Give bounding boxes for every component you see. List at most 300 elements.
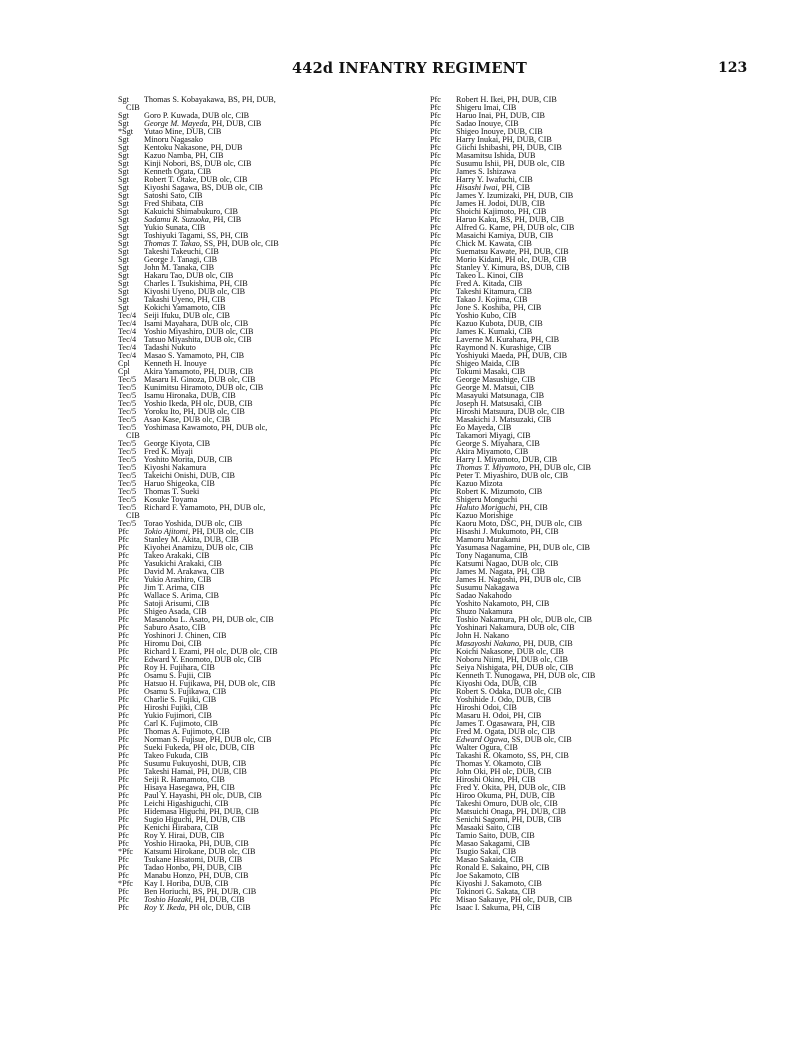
entry-rank: Sgt	[118, 151, 129, 160]
entry-awards: CIB	[192, 751, 209, 760]
entry-name: Yoshito Nakamoto,	[455, 599, 520, 608]
entry-rank: Tec/5	[118, 487, 137, 496]
entry-name: Katsumi Hirokane,	[144, 847, 207, 856]
entry-awards: DUB olc, CIB	[180, 311, 231, 320]
entry-awards: PH, CIB	[517, 503, 548, 512]
entry-awards: CIB	[495, 423, 512, 432]
entry-rank: Tec/4	[118, 335, 137, 344]
entry-name: Robert S. Odaka,	[456, 687, 513, 696]
entry-awards: SS, PH, DUB olc, CIB	[201, 239, 279, 248]
entry-awards: SS, PH, CIB	[204, 231, 249, 240]
entry-rank: Pfc	[430, 639, 441, 648]
entry-awards: BS, DUB olc, CIB	[188, 159, 252, 168]
entry-awards: PH, DUB olc, CIB	[504, 655, 568, 664]
entry-name: Charlie S. Fujiki,	[144, 695, 201, 704]
entry-rank: *Sgt	[118, 127, 134, 136]
entry-awards: CIB	[190, 607, 207, 616]
entry-name: Hakaru Tao,	[144, 271, 185, 280]
entry-awards: DUB olc, CIB	[518, 471, 569, 480]
entry-awards: PH, CIB	[528, 527, 559, 536]
entry-rank: Sgt	[118, 167, 129, 176]
entry-rank: Pfc	[430, 207, 441, 216]
entry-name: Raymond N. Kurashige,	[456, 343, 536, 352]
roster-column-right	[430, 96, 730, 912]
entry-rank: Pfc	[118, 815, 129, 824]
entry-awards: SS, PH, CIB	[525, 751, 569, 760]
entry-awards: PH, CIB	[514, 567, 545, 576]
entry-awards: DUB olc, CIB	[199, 319, 249, 328]
entry-awards: CIB	[516, 239, 532, 248]
entry-rank: Pfc	[430, 343, 441, 352]
entry-name: Misao Sakauye,	[456, 895, 509, 904]
entry-rank: Pfc	[118, 615, 129, 624]
entry-rank: Pfc	[118, 791, 129, 800]
entry-awards: CIB	[504, 823, 521, 832]
entry-awards: PH, DUB, CIB	[190, 863, 242, 872]
entry-rank: Pfc	[430, 319, 441, 328]
entry-name: Toshio Nakamura,	[455, 615, 517, 624]
entry-rank: Pfc	[118, 727, 129, 736]
entry-rank: Pfc	[430, 351, 441, 360]
entry-name: Masayoshi Nakano,	[456, 639, 522, 648]
entry-awards: CIB	[524, 439, 540, 448]
entry-awards: PH, CIB	[193, 151, 224, 160]
entry-name: Harry Y. Iwafuchi,	[456, 175, 517, 184]
entry-awards: PH, DUB olc, CIB	[207, 735, 272, 744]
entry-rank: Sgt	[118, 111, 129, 120]
entry-awards: DUB olc, CIB	[214, 383, 264, 392]
entry-awards: CIB	[512, 447, 529, 456]
entry-awards: PH, DUB, CIB	[500, 135, 552, 144]
entry-awards: PH, DUB	[208, 143, 243, 152]
entry-rank: Pfc	[430, 199, 441, 208]
entry-awards: DUB olc, CIB	[508, 799, 558, 808]
entry-awards: DUB olc, CIB	[193, 519, 243, 528]
entry-name: Tatsuo Miyashita,	[143, 335, 203, 344]
entry-awards: CIB	[200, 695, 217, 704]
entry-name: Sadao Inouye,	[456, 119, 503, 128]
entry-name: Tsugio Sakai,	[455, 847, 501, 856]
entry-awards: PH, CIB	[511, 711, 542, 720]
entry-awards: DUB	[516, 151, 536, 160]
entry-rank: Tec/5	[118, 383, 137, 392]
entry-awards: CIB	[213, 727, 230, 736]
entry-awards-continued: CIB	[126, 103, 140, 112]
entry-name: Hiroshi Fujiki,	[144, 703, 193, 712]
entry-name: Walter Ogura,	[455, 743, 503, 752]
entry-rank: Pfc	[430, 559, 441, 568]
entry-name: Stanley Y. Kimura,	[456, 263, 519, 272]
entry-awards: CIB	[206, 559, 222, 568]
entry-awards: CIB	[507, 855, 524, 864]
entry-rank: Pfc	[430, 487, 441, 496]
entry-name: Toshio Hozaki,	[144, 895, 193, 904]
entry-rank: Sgt	[118, 271, 129, 280]
entry-awards: PH, DUB olc, CIB	[211, 679, 276, 688]
entry-awards: CIB	[526, 399, 542, 408]
entry-name: Shuzo Nakamura	[456, 607, 513, 616]
entry-rank: Pfc	[430, 111, 441, 120]
entry-name: Yoshinari Nakamura,	[455, 623, 526, 632]
entry-rank: Pfc	[430, 439, 441, 448]
entry-name: Satoshi Sato,	[144, 191, 187, 200]
entry-name: Kokichi Yamamoto,	[144, 303, 210, 312]
entry-name: Senichi Sagomi,	[456, 815, 510, 824]
entry-name: Tadashi Nukuto	[143, 343, 196, 352]
entry-awards: DUB olc, CIB	[198, 175, 248, 184]
entry-name: Roy Y. Hirai,	[144, 831, 188, 840]
entry-awards: PH, DUB olc, CIB	[210, 615, 274, 624]
entry-awards: DUB, CIB	[514, 695, 552, 704]
entry-awards: PH, CIB	[210, 215, 242, 224]
entry-rank: Pfc	[118, 663, 129, 672]
entry-rank: Pfc	[430, 695, 441, 704]
entry-awards: PH, DUB, CIB	[521, 639, 573, 648]
entry-rank: Pfc	[430, 127, 441, 136]
entry-rank: Pfc	[430, 799, 441, 808]
entry-awards: PH, DUB, CIB	[196, 871, 249, 880]
entry-awards: PH, CIB	[217, 279, 248, 288]
entry-name: Thomas T. Takao,	[144, 239, 202, 248]
entry-name: Yoshio Miyashiro,	[143, 327, 205, 336]
entry-name: Sadamu R. Suzuoka,	[144, 215, 211, 224]
entry-name: George Masushige,	[456, 375, 520, 384]
entry-name: George M. Matsui,	[456, 383, 519, 392]
entry-awards: CIB	[526, 879, 542, 888]
entry-awards: CIB	[195, 671, 212, 680]
entry-rank: Pfc	[430, 295, 441, 304]
entry-awards: DUB olc, CIB	[514, 647, 564, 656]
entry-rank: Cpl	[118, 359, 130, 368]
entry-rank: Pfc	[430, 495, 441, 504]
entry-name: Shigeo Maida,	[456, 359, 504, 368]
entry-rank: Pfc	[118, 551, 129, 560]
entry-awards: DUB, CIB	[184, 127, 222, 136]
entry-awards: DUB, CIB	[505, 319, 543, 328]
entry-name: Manabu Honzo,	[144, 871, 197, 880]
entry-awards: PH, CIB	[528, 335, 560, 344]
entry-rank: Pfc	[430, 879, 441, 888]
entry-name: Thomas A. Fujimoto,	[143, 727, 214, 736]
entry-awards: PH olc, DUB olc, CIB	[516, 615, 593, 624]
entry-name: Kay I. Horiba,	[144, 879, 192, 888]
entry-name: Yukio Fujimori,	[143, 711, 197, 720]
entry-awards: CIB	[208, 567, 225, 576]
entry-rank: Pfc	[430, 103, 441, 112]
entry-name: Kinji Nobori,	[144, 159, 189, 168]
entry-awards: PH, DUB, CIB	[509, 815, 562, 824]
entry-name: Yoshimasa Kawamoto,	[143, 423, 220, 432]
entry-awards: CIB	[209, 303, 226, 312]
entry-rank: Pfc	[430, 415, 441, 424]
entry-rank: Pfc	[430, 239, 441, 248]
entry-awards: PH, DUB olc, CIB	[501, 783, 566, 792]
entry-name: Fred M. Ogata,	[456, 727, 507, 736]
entry-name: Fred A. Kitada,	[456, 279, 507, 288]
entry-name: Isami Mayahara,	[144, 319, 200, 328]
entry-rank: Pfc	[430, 335, 441, 344]
entry-rank: Tec/5	[118, 375, 137, 384]
entry-awards: PH, DUB, CIB	[516, 247, 569, 256]
entry-awards: CIB	[187, 199, 204, 208]
entry-awards: BS, DUB olc, CIB	[199, 183, 263, 192]
roster-entry	[118, 96, 408, 112]
entry-name: Isamu Hironaka,	[144, 391, 199, 400]
entry-name: Yutao Mine,	[143, 127, 185, 136]
entry-awards: DUB olc, CIB	[206, 375, 256, 384]
entry-awards: PH, DUB, CIB	[207, 807, 259, 816]
entry-awards: PH, DUB, CIB	[201, 367, 254, 376]
entry-awards: CIB	[506, 279, 523, 288]
entry-rank: Pfc	[118, 839, 129, 848]
roster-entry	[118, 904, 408, 912]
entry-rank: Pfc	[430, 575, 441, 584]
entry-rank: Pfc	[430, 887, 441, 896]
entry-rank: Pfc	[430, 671, 441, 680]
entry-name: Ben Horiuchi,	[144, 887, 191, 896]
entry-rank: Pfc	[430, 135, 441, 144]
entry-name: Yoshihide J. Odo,	[455, 695, 515, 704]
entry-awards: DUB olc, CIB	[202, 335, 252, 344]
entry-name: Kenneth T. Nunogawa,	[456, 671, 532, 680]
entry-name: Katsumi Nagao,	[456, 559, 510, 568]
entry-awards: PH olc, DUB, CIB	[190, 743, 255, 752]
entry-name: Yasumasa Nagamine,	[455, 543, 527, 552]
entry-name: Yoshito Morita,	[143, 455, 196, 464]
entry-rank: Pfc	[430, 159, 441, 168]
entry-rank: Tec/5	[118, 407, 137, 416]
entry-rank: Sgt	[118, 295, 129, 304]
entry-awards: CIB	[512, 551, 528, 560]
entry-rank: Tec/5	[118, 463, 137, 472]
entry-awards: PH, DUB olc, CIB	[510, 223, 575, 232]
entry-rank: Pfc	[430, 231, 441, 240]
entry-awards: DUB olc, CIB	[212, 655, 262, 664]
entry-awards-continued: CIB	[126, 431, 140, 440]
entry-name: Joseph H. Matsusaki,	[456, 399, 527, 408]
entry-rank: Pfc	[118, 631, 129, 640]
entry-name: Hiromu Doi,	[144, 639, 186, 648]
entry-name: Hisashi Iwai,	[456, 183, 500, 192]
entry-awards: CIB	[203, 247, 219, 256]
entry-name: Saburo Asato,	[144, 623, 190, 632]
entry-awards: CIB	[195, 167, 212, 176]
entry-name: Yoshiyuki Maeda,	[455, 351, 516, 360]
entry-rank: Tec/4	[118, 327, 137, 336]
entry-rank: Tec/5	[118, 439, 137, 448]
entry-rank: Sgt	[118, 223, 129, 232]
entry-name: James H. Nagoshi,	[456, 575, 518, 584]
entry-name: Giichi Ishibashi,	[456, 143, 511, 152]
entry-awards: PH, DUB, CIB	[503, 791, 555, 800]
entry-name: Sadao Nakahodo	[456, 591, 512, 600]
entry-name: Shoichi Kajimoto,	[456, 207, 517, 216]
entry-awards: PH olc, DUB, CIB	[487, 767, 552, 776]
entry-name: Kenneth H. Inouye	[144, 359, 207, 368]
entry-rank: Pfc	[430, 783, 441, 792]
entry-name: Thomas S. Kobayakawa,	[143, 95, 226, 104]
entry-awards: CIB	[535, 415, 552, 424]
entry-awards: CIB	[501, 703, 517, 712]
entry-rank: Pfc	[430, 367, 441, 376]
entry-rank: Pfc	[118, 783, 129, 792]
entry-awards: CIB	[500, 103, 517, 112]
entry-awards: PH, DUB olc, CIB	[501, 159, 565, 168]
entry-name: Haluto Moriguchi,	[456, 503, 518, 512]
entry-rank: Pfc	[430, 447, 441, 456]
entry-rank: Pfc	[430, 223, 441, 232]
entry-name: James S. Ishizawa	[456, 167, 516, 176]
entry-name: Thomas T. Miyamoto,	[456, 463, 528, 472]
entry-name: Shigeo Inouye,	[456, 127, 506, 136]
entry-rank: Pfc	[430, 855, 441, 864]
entry-name: Paul Y. Hayashi,	[144, 791, 199, 800]
entry-awards: CIB	[222, 207, 238, 216]
entry-name: Haruo Kaku,	[456, 215, 499, 224]
entry-rank: Pfc	[430, 831, 441, 840]
entry-rank: Pfc	[430, 359, 441, 368]
entry-rank: Pfc	[118, 559, 129, 568]
entry-name: Takamori Miyagi,	[455, 431, 515, 440]
entry-name: Kazuo Kubota,	[456, 319, 506, 328]
entry-awards: PH, CIB	[195, 295, 226, 304]
entry-awards: PH, CIB	[204, 783, 235, 792]
entry-rank: Pfc	[430, 631, 441, 640]
entry-name: James M. Nagata,	[456, 567, 515, 576]
entry-awards: DUB, CIB	[497, 831, 535, 840]
entry-rank: Tec/5	[118, 447, 137, 456]
entry-name: Masaru H. Odoi,	[456, 711, 512, 720]
entry-name: Tokio Ajitomi,	[144, 527, 190, 536]
entry-name: Stanley M. Akita,	[144, 535, 202, 544]
entry-awards: PH, DUB olc, CIB	[190, 527, 254, 536]
entry-name: Peter T. Miyashiro,	[456, 471, 519, 480]
entry-awards: DUB olc, CIB	[200, 111, 250, 120]
entry-awards: PH, DUB olc,	[217, 503, 266, 512]
entry-awards: DUB olc, CIB	[195, 287, 246, 296]
entry-name: Leichi Higashiguchi,	[144, 799, 213, 808]
entry-name: Akira Miyamoto,	[455, 447, 513, 456]
entry-awards: CIB	[189, 223, 206, 232]
entry-awards: CIB	[212, 799, 229, 808]
entry-name: Mamoru Murakami	[456, 535, 521, 544]
entry-name: Takeo Fukuda,	[143, 751, 193, 760]
entry-name: Kazuo Namba,	[144, 151, 194, 160]
entry-name: Masanobu L. Asato,	[144, 615, 210, 624]
entry-awards: PH, CIB	[519, 599, 550, 608]
entry-name: Masaichi Kamiya,	[456, 231, 517, 240]
entry-rank: Pfc	[430, 279, 441, 288]
entry-name: Takashi R. Okamoto,	[455, 751, 526, 760]
entry-rank: Pfc	[118, 903, 129, 912]
entry-awards: PH olc, DUB, CIB	[502, 255, 567, 264]
entry-name: Takeshi Omuro,	[455, 799, 509, 808]
entry-awards: PH, DUB, CIB	[192, 895, 245, 904]
entry-name: Masayuki Matsunaga,	[456, 391, 529, 400]
entry-awards: PH, DUB, CIB	[515, 351, 568, 360]
entry-rank: Sgt	[118, 175, 129, 184]
entry-awards: SS, DUB olc, CIB	[509, 735, 572, 744]
entry-name: Jim T. Arima,	[144, 583, 189, 592]
entry-name: Minoru Nagasako	[144, 135, 203, 144]
entry-name: Osamu S. Fujii,	[144, 671, 196, 680]
entry-awards: CIB	[203, 591, 219, 600]
entry-name: Norman S. Fujisue,	[144, 735, 208, 744]
entry-awards: PH, DUB, CIB	[510, 143, 562, 152]
entry-awards: PH, DUB olc, CIB	[526, 543, 591, 552]
entry-rank: Pfc	[118, 759, 129, 768]
entry-rank: Tec/5	[118, 495, 137, 504]
entry-rank: Pfc	[430, 895, 441, 904]
entry-rank: Sgt	[118, 255, 129, 264]
entry-name: Edward Ogawa,	[456, 735, 510, 744]
entry-awards: CIB	[193, 599, 210, 608]
entry-rank: Pfc	[118, 535, 129, 544]
entry-name: Susumu Fukuyoshi,	[144, 759, 210, 768]
entry-rank: Pfc	[430, 687, 441, 696]
entry-rank: Pfc	[118, 567, 129, 576]
entry-name: Tamio Saito,	[455, 831, 498, 840]
entry-name: George Kiyota,	[144, 439, 195, 448]
entry-name: Yoshio Kubo,	[455, 311, 501, 320]
entry-rank: Pfc	[118, 543, 129, 552]
entry-rank: Tec/5	[118, 415, 137, 424]
entry-rank: Tec/4	[118, 311, 137, 320]
entry-name: Carl K. Fujimoto,	[144, 719, 203, 728]
entry-rank: Pfc	[430, 751, 441, 760]
entry-awards: DUB olc, CIB	[204, 327, 254, 336]
entry-name: Chick M. Kawata,	[456, 239, 517, 248]
entry-awards: PH, DUB, CIB	[209, 119, 262, 128]
entry-awards: CIB	[190, 623, 206, 632]
entry-rank: Pfc	[430, 591, 441, 600]
entry-awards: PH, DUB olc, CIB	[531, 671, 596, 680]
entry-rank: Pfc	[430, 215, 441, 224]
entry-awards: CIB	[519, 887, 536, 896]
entry-awards: DSC, PH, DUB olc, CIB	[498, 519, 583, 528]
entry-rank: Pfc	[118, 871, 129, 880]
entry-rank: Sgt	[118, 183, 129, 192]
entry-rank: Pfc	[118, 575, 129, 584]
entry-awards: CIB	[500, 847, 517, 856]
entry-rank: Pfc	[118, 767, 129, 776]
entry-name: Isaac I. Sakuma,	[456, 903, 511, 912]
entry-rank: Pfc	[430, 327, 441, 336]
entry-awards: DUB olc, CIB	[509, 559, 559, 568]
entry-awards: PH olc, DUB, CIB	[186, 903, 251, 912]
entry-name: Yoroku Ito,	[143, 407, 182, 416]
entry-rank: Sgt	[118, 159, 129, 168]
entry-awards: CIB	[195, 575, 212, 584]
page-number: 123	[718, 60, 748, 76]
entry-name: Eo Mayeda,	[456, 423, 496, 432]
entry-awards-continued: CIB	[126, 511, 140, 520]
entry-awards: DUB, CIB	[499, 679, 537, 688]
entry-rank: Pfc	[430, 271, 441, 280]
entry-name: Masao S. Yamamoto,	[144, 351, 214, 360]
entry-awards: DUB, CIB	[205, 855, 243, 864]
entry-name: Kiyoshi Sagawa,	[144, 183, 200, 192]
entry-name: Osamu S. Fujikawa,	[144, 687, 211, 696]
entry-name: Alfred G. Kame,	[455, 223, 511, 232]
entry-awards: PH, CIB	[213, 351, 245, 360]
entry-name: Hiroshi Okino,	[456, 775, 506, 784]
entry-rank: Pfc	[430, 623, 441, 632]
entry-rank: Sgt	[118, 207, 129, 216]
entry-name: Kiyoshi Oda,	[456, 679, 500, 688]
entry-name: Hiroo Okuma,	[456, 791, 504, 800]
entry-name: Koichi Nakasone,	[456, 647, 515, 656]
